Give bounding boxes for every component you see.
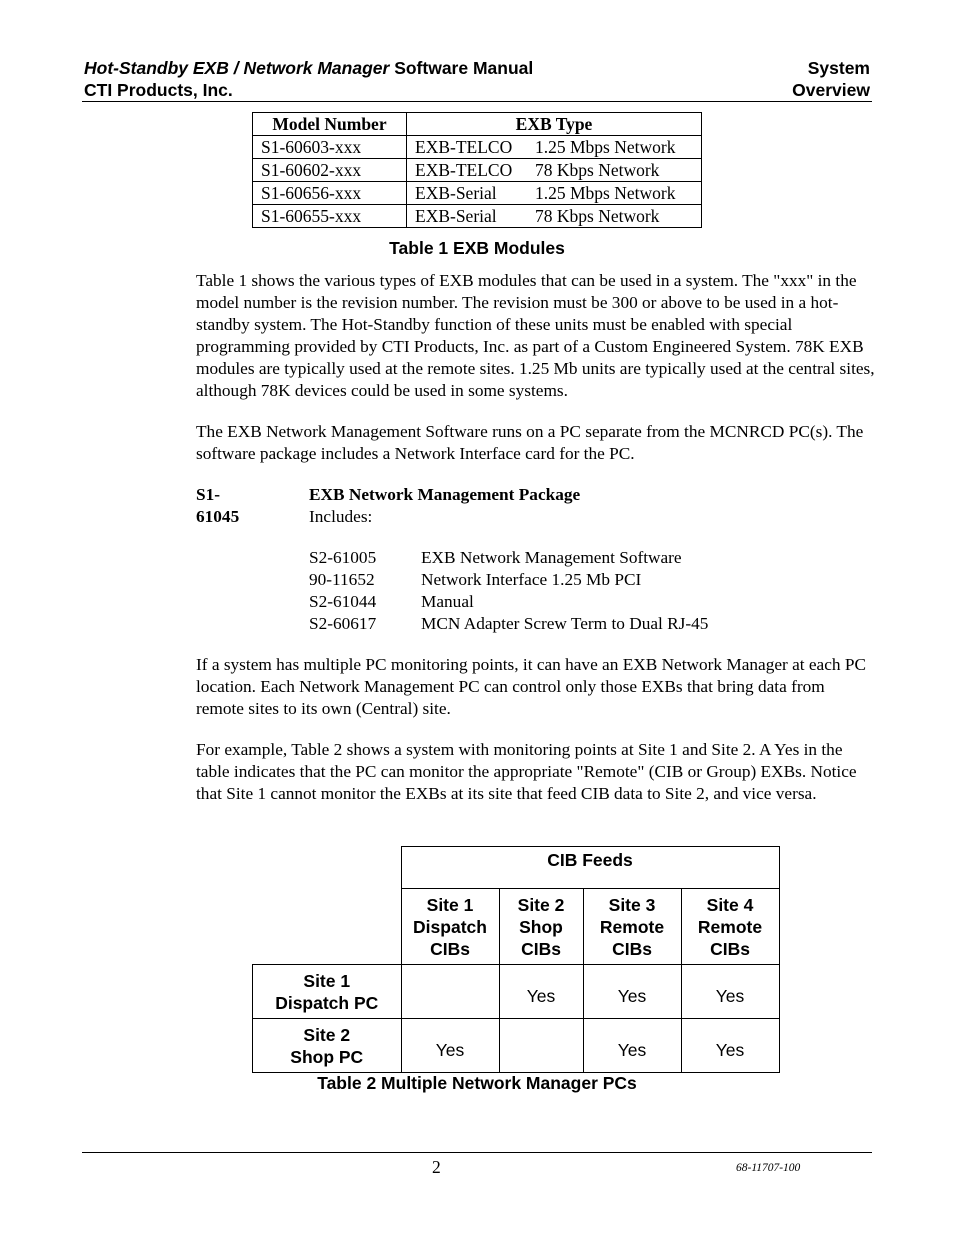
column-header-line: Site 2 (517, 894, 565, 915)
row-header (253, 1019, 402, 1073)
model-cell: S1-60655-xxx (253, 205, 407, 228)
table-row (253, 136, 702, 159)
table-header-row (253, 847, 780, 889)
type-speed: 1.25 Mbps Network (535, 136, 676, 157)
running-header-title (84, 57, 533, 101)
package-includes-label: Includes: (309, 507, 373, 526)
type-cell (407, 159, 702, 182)
header-rule (82, 101, 872, 102)
row-header (253, 965, 402, 1019)
company-name: CTI Products, Inc. (84, 80, 233, 100)
paragraph-multiple-pcs: If a system has multiple PC monitoring points, it can have an EXB Network Manager at each PC location. Each Network Management PC can control only those EXBs that bring data from remote sites to its own (Central) site. (196, 655, 866, 718)
section-line-1: System (807, 58, 870, 78)
table-header-row (253, 889, 780, 965)
paragraph-exb-types: Table 1 shows the various types of EXB modules that can be used in a system. The "xxx" in the model number is the revision number. The revision must be 300 or above to be used in a hot-standby system. The Hot-Standby function of these units must be enabled with special programming provided by CTI Products, Inc. as part of a Custom Engineered System. 78K EXB modules are typically used at the remote sites. 1.25 Mb units are typically used at the central sites, although 78K devices could be used in some systems. (196, 271, 875, 400)
table-cell: Yes (401, 1019, 499, 1073)
paragraph-example: For example, Table 2 shows a system with monitoring points at Site 1 and Site 2. A Yes in the table indicates that the PC can monitor the appropriate "Remote" (CIB or Group) EXBs. Notice that Site 1 cannot monitor the EXBs at its site that feed CIB data to Site 2, and vice versa. (196, 740, 857, 803)
table-cell: Yes (499, 965, 583, 1019)
column-header-line: CIBs (710, 938, 750, 959)
page-number: 2 (432, 1157, 441, 1177)
section-line-2: Overview (792, 80, 870, 100)
manual-title-italic: Hot-Standby EXB / Network Manager (84, 58, 390, 78)
table-cell: Yes (583, 1019, 681, 1073)
item-code: S2-60617 (309, 614, 377, 633)
item-code: 90-11652 (309, 570, 375, 589)
type-name: EXB-Serial (415, 205, 497, 226)
footer-rule (82, 1152, 872, 1153)
column-header-line: CIBs (430, 938, 470, 959)
model-cell: S1-60603-xxx (253, 136, 407, 159)
column-header-line: Shop (519, 916, 563, 937)
type-cell (407, 205, 702, 228)
column-header-line: CIBs (521, 938, 561, 959)
type-speed: 78 Kbps Network (535, 205, 660, 226)
item-code: S2-61005 (309, 548, 377, 567)
column-header-line: Dispatch (413, 916, 487, 937)
document-number: 68-11707-100 (736, 1162, 801, 1174)
manual-title-rest: Software Manual (389, 58, 534, 78)
column-header-line: Remote (697, 916, 763, 937)
column-header-line: Site 1 (426, 894, 474, 915)
type-speed: 78 Kbps Network (535, 159, 660, 180)
column-header-line: Remote (599, 916, 665, 937)
item-description: Manual (421, 592, 474, 611)
type-cell (407, 182, 702, 205)
column-header-line: CIBs (612, 938, 652, 959)
package-code: S1-61045 (196, 485, 240, 526)
row-header-line: Shop PC (290, 1046, 364, 1067)
exb-modules-table (252, 112, 702, 228)
column-header (681, 889, 779, 965)
column-header-line: Site 4 (706, 894, 754, 915)
table-row (253, 1019, 780, 1073)
table-cell: Yes (583, 965, 681, 1019)
table-cell (499, 1019, 583, 1073)
table-cell: Yes (681, 1019, 779, 1073)
row-header-line: Dispatch PC (275, 992, 379, 1013)
model-number-header: Model Number (253, 113, 407, 136)
type-cell (407, 136, 702, 159)
model-cell: S1-60602-xxx (253, 159, 407, 182)
column-header (499, 889, 583, 965)
column-header-line: Site 3 (608, 894, 656, 915)
network-manager-pcs-table (252, 846, 780, 1073)
running-header-section (792, 57, 870, 101)
type-name: EXB-TELCO (415, 136, 513, 157)
table-row (253, 205, 702, 228)
paragraph-software: The EXB Network Management Software runs on a PC separate from the MCNRCD PC(s). The software package includes a Network Interface card for the PC. (196, 422, 864, 463)
table-cell: Yes (681, 965, 779, 1019)
cib-feeds-header: CIB Feeds (401, 847, 779, 889)
table1-caption: Table 1 EXB Modules (389, 238, 565, 258)
type-name: EXB-TELCO (415, 159, 513, 180)
row-header-line: Site 1 (303, 970, 351, 991)
table-row (253, 159, 702, 182)
table2-caption: Table 2 Multiple Network Manager PCs (317, 1073, 637, 1093)
model-cell: S1-60656-xxx (253, 182, 407, 205)
item-description: Network Interface 1.25 Mb PCI (421, 570, 642, 589)
table-row (253, 182, 702, 205)
table-row (253, 965, 780, 1019)
item-code: S2-61044 (309, 592, 377, 611)
item-description: EXB Network Management Software (421, 548, 682, 567)
column-header (583, 889, 681, 965)
type-speed: 1.25 Mbps Network (535, 182, 676, 203)
item-description: MCN Adapter Screw Term to Dual RJ-45 (421, 614, 709, 633)
table-header-row (253, 113, 702, 136)
type-name: EXB-Serial (415, 182, 497, 203)
package-title: EXB Network Management Package (309, 485, 581, 504)
row-header-line: Site 2 (303, 1024, 351, 1045)
column-header (401, 889, 499, 965)
exb-type-header: EXB Type (407, 113, 702, 136)
table-cell (401, 965, 499, 1019)
